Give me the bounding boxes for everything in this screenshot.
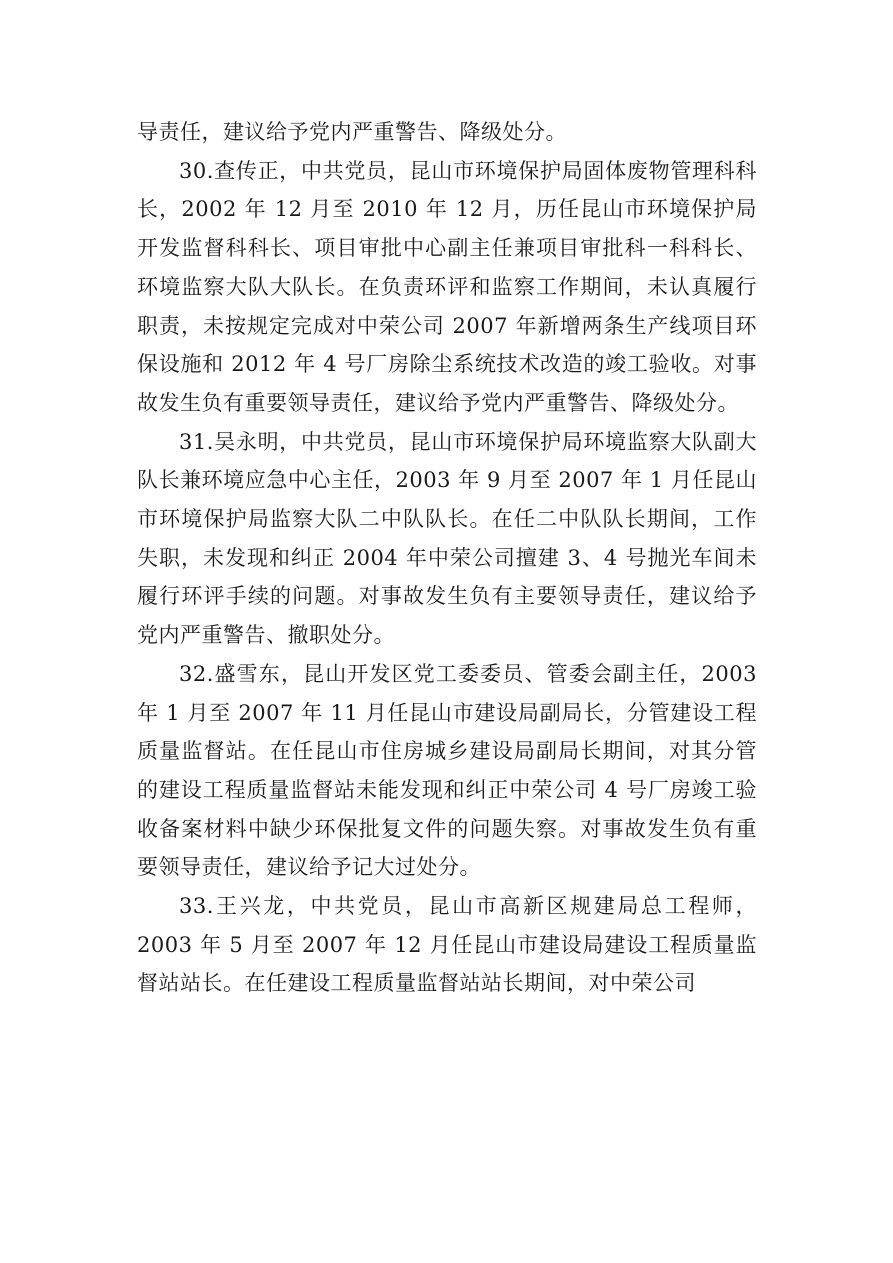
paragraph-continuation: 导责任，建议给予党内严重警告、降级处分。	[137, 120, 567, 144]
paragraph-item-32: 32.盛雪东，昆山开发区党工委委员、管委会副主任，2003 年 1 月至 2007 年 11 月任昆山市建设局副局长，分管建设工程质量监督站。在任昆山市住房城乡建设局副局长期间，对其分管的建设工程质量监督站未能发现和纠正中荣公司 4 号厂房竣工验收备案材料中缺少环保批复文件的问题失察。对事故发生负有重要领导责任，建议给予记大过处分。	[137, 661, 757, 880]
paragraph-item-33: 33.王兴龙，中共党员，昆山市高新区规建局总工程师，2003 年 5 月至 2007 年 12 月任昆山市建设局建设工程质量监督站站长。在任建设工程质量监督站站长期间，对中荣公司	[137, 894, 757, 996]
paragraph-item-31: 31.吴永明，中共党员，昆山市环境保护局环境监察大队副大队长兼环境应急中心主任，2003 年 9 月至 2007 年 1 月任昆山市环境保护局监察大队二中队队长。在任二中队队长期间，工作失职，未发现和纠正 2004 年中荣公司擅建 3、4 号抛光车间未履行环评手续的问题。对事故发生负有主要领导责任，建议给予党内严重警告、撤职处分。	[137, 429, 757, 648]
paragraph-item-30: 30.查传正，中共党员，昆山市环境保护局固体废物管理科科长，2002 年 12 月至 2010 年 12 月，历任昆山市环境保护局开发监督科科长、项目审批中心副主任兼项目审批科一科科长、环境监察大队大队长。在负责环评和监察工作期间，未认真履行职责，未按规定完成对中荣公司 2007 年新增两条生产线项目环保设施和 2012 年 4 号厂房除尘系统技术改造的竣工验收。对事故发生负有重要领导责任，建议给予党内严重警告、降级处分。	[137, 158, 757, 415]
document-body	[137, 113, 757, 1003]
